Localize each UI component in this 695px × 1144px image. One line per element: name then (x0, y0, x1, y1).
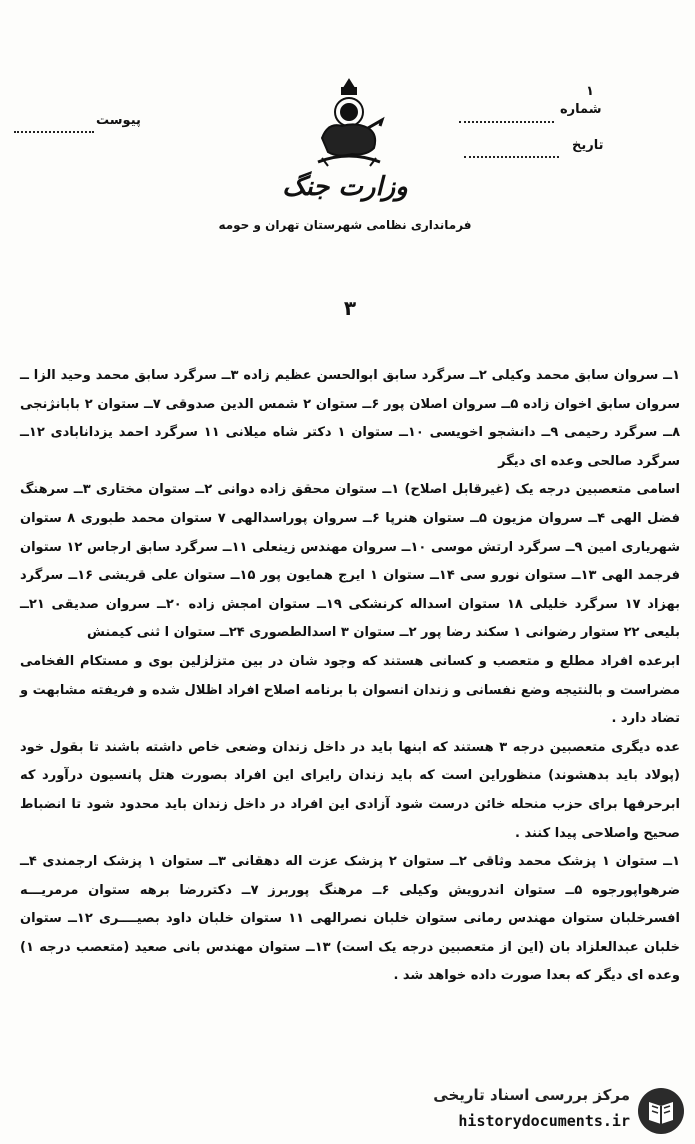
lion-and-sun-emblem-icon (308, 78, 390, 170)
date-field (572, 138, 604, 153)
attachment-label: پیوست (96, 113, 141, 128)
command-subtitle: فرمانداری نظامی شهرستان تهران و حومه (218, 218, 472, 232)
top-mark: ۱ (586, 84, 594, 99)
watermark-logo (405, 1080, 690, 1140)
watermark-persian: مرکز بررسی اسناد تاریخی (433, 1086, 630, 1104)
number-blank (455, 108, 558, 127)
attachment-blank (10, 118, 98, 137)
attachment-field (96, 113, 141, 128)
watermark-latin: historydocuments.ir (458, 1112, 630, 1130)
book-stamp-icon (636, 1086, 686, 1136)
paragraph: عده دیگری متعصبین درجه ۳ هستند که ابنها باید در داخل زندان وضعی خاص داشته باشند تا بقول خود (پولاد باید بدهشوند) منظوراین است که باید زندان رایرای این افراد بصورت هتل پانسیون درآورد که ابرحرفها برای حزب منحله خائن درست شود آزادی این افراد در داخل زندان باید محدود شود تا انضباط صحیح واصلاحی پیدا کنند . (20, 739, 680, 841)
date-label: تاریخ (572, 138, 604, 153)
paragraph: ۱ــ سروان سابق محمد وکیلی ۲ــ سرگرد سابق ابوالحسن عظیم زاده ۳ــ سرگرد سابق محمد وحید الزا ــ سروان سابق اخوان زاده ۵ــ سروان اصلان پور ۶ــ ستوان ۲ شمس الدین صدوقی ۷ــ ستوان ۲ بابانژنجی ۸ــ سرگرد رحیمی ۹ــ دانشجو اخویسی ۱۰ــ ستوان ۱ دکتر شاه میلانی ۱۱ سرگرد احمد یزدانابادی ۱۲ــ سرگرد صالحی وعده ای دیگر (20, 368, 681, 469)
paragraph: اسامی متعصبین درجه یک (غیرقابل اصلاح) ۱ــ ستوان محقق زاده دوانی ۲ــ ستوان مختاری ۳ــ سرهنگ فضل الهی ۴ــ سروان مزیون ۵ــ ستوان هنرپا ۶ــ سروان پوراسدالهی ۷ ستوان محمد طبوری ۸ ستوان شهریاری امین ۹ــ سرگرد ارتش موسی ۱۰ــ سروان مهندس زینعلی ۱۱ــ سرگرد سابق ارجاس ۱۲ ستوان فرجمد الهی ۱۳ــ ستوان نورو سی ۱۴ــ ستوان ۱ ایرج همایون پور ۱۵ــ ستوان علی قریشی ۱۶ــ سرگرد بهزاد ۱۷ سرگرد خلیلی ۱۸ ستوان اسداله کرنشکی ۱۹ــ ستوان امجش زاده ۲۰ــ سروان صدیقی ۲۱ــ بلیعی ۲۲ ستوار رضوانی ۱ سکند رضا پور ۲ــ ستوان ۳ اسدالطصوری ۲۴ــ ستوان ا ثنی کیمنش (20, 482, 680, 641)
date-blank (460, 143, 563, 162)
number-label: شماره (560, 102, 602, 117)
ministry-title: وزارت جنگ (282, 172, 408, 202)
paragraph: ابرعده افراد مطلع و متعصب و کسانی هستند که وجود شان در بین متزلزلین بوی و مستکام الفخامی مضراست و بالنتیجه وضع نفسانی و زندان انسوان با برنامه اصلاح افراد اظلال شده و فریفته مشابهت و تضاد دارد . (20, 653, 680, 727)
document-body (20, 362, 680, 991)
paragraph: ۱ــ ستوان ۱ پزشک محمد وثاقی ۲ــ ستوان ۲ پزشک عزت اله دهقانی ۳ــ ستوان ۱ پزشک ارجمندی ۴ــ ضرهواپورجوه ۵ــ ستوان اندرویش وکیلی ۶ــ مرهنگ پوربرز ۷ــ دکتررضا برهه ستوان مرمریـــه افسرخلبان ستوان مهندس رمانی ستوان خلبان نصرالهی ۱۱ ستوان خلبان داود بصیــــری ۱۲ــ ستوان خلبان عبدالعلزاد بان (این از متعصبین درجه یک است) ۱۳ــ ستوان مهندس بانی صعید (متعصب درجه ۱) وعده ای دیگر که بعدا صورت داده خواهد شد . (20, 854, 681, 984)
number-field (560, 102, 602, 117)
page-number: ۳ (343, 296, 357, 320)
